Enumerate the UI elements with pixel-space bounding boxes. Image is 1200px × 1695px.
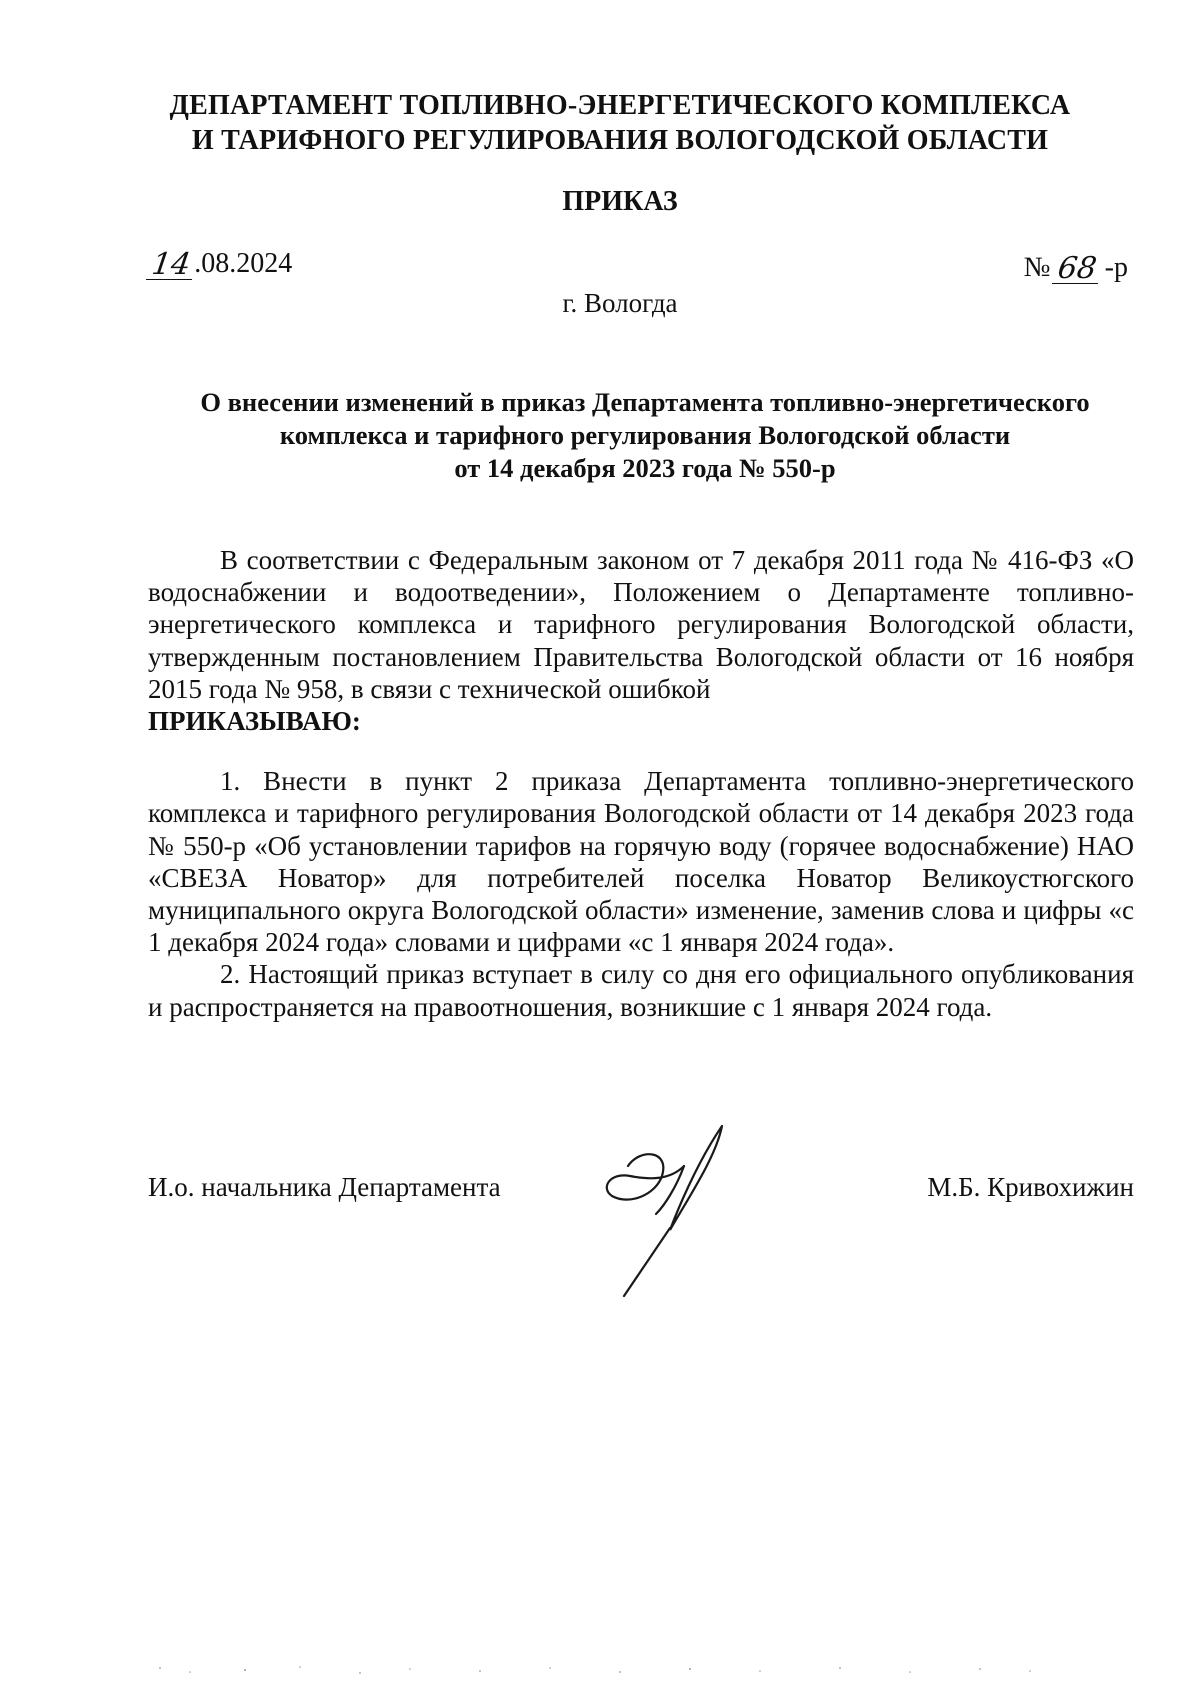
number-suffix: -р [1104, 252, 1128, 283]
handwritten-day: 14 [146, 251, 196, 280]
signatory-position: И.о. начальника Департамента [148, 1172, 501, 1202]
scan-noise [150, 1660, 1050, 1680]
preamble-paragraph: В соответствии с Федеральным законом от 7 декабря 2011 года № 416-ФЗ «О водоснабжении и водоотведении», Положением о Департаменте топливно-энергетического комплекса и тарифного регулирования Вологодской области, утвержденным постановлением Правительства Вологодской области от 16 ноября 2015 года № 958, в связи с технической ошибкой [148, 545, 1134, 704]
document-number [1024, 252, 1128, 284]
order-subject [150, 386, 1140, 485]
order-item-2: 2. Настоящий приказ вступает в силу со дня его официального опубликования и распространяется на правоотношения, возникшие с 1 января 2024 года. [148, 959, 1134, 1022]
order-body [148, 544, 1134, 1023]
department-header [120, 88, 1120, 158]
subject-line-3: от 14 декабря 2023 года № 550-р [454, 453, 836, 483]
handwritten-number: 68 [1052, 255, 1102, 284]
subject-line-2: комплекса и тарифного регулирования Вологодской области [279, 420, 1011, 450]
department-header-line-1: ДЕПАРТАМЕНТ ТОПЛИВНО-ЭНЕРГЕТИЧЕСКОГО КОМПЛЕКСА [169, 90, 1071, 121]
department-header-line-2: И ТАРИФНОГО РЕГУЛИРОВАНИЯ ВОЛОГОДСКОЙ ОБЛАСТИ [191, 125, 1049, 156]
document-type: ПРИКАЗ [562, 186, 678, 217]
city: г. Вологда [562, 288, 678, 318]
paragraph-gap [148, 737, 1134, 765]
order-word: ПРИКАЗЫВАЮ: [148, 706, 361, 737]
signatory-name: М.Б. Кривохижин [927, 1172, 1134, 1202]
date-rest: .08.2024 [194, 248, 293, 279]
subject-line-1: О внесении изменений в приказ Департамента топливно-энергетического [200, 387, 1090, 417]
document-date [148, 248, 292, 280]
order-item-1: 1. Внести в пункт 2 приказа Департамента топливно-энергетического комплекса и тарифного регулирования Вологодской области от 14 декабря 2023 года № 550-р «Об установлении тарифов на горячую воду (горячее водоснабжение) НАО «СВЕЗА Новатор» для потребителей поселка Новатор Великоустюгского муниципального округа Вологодской области» изменение, заменив слова и цифры «с 1 декабря 2024 года» словами и цифрами «с 1 января 2024 года». [148, 766, 1134, 958]
handwritten-signature-icon [600, 1118, 760, 1298]
number-sign: № [1023, 252, 1051, 283]
